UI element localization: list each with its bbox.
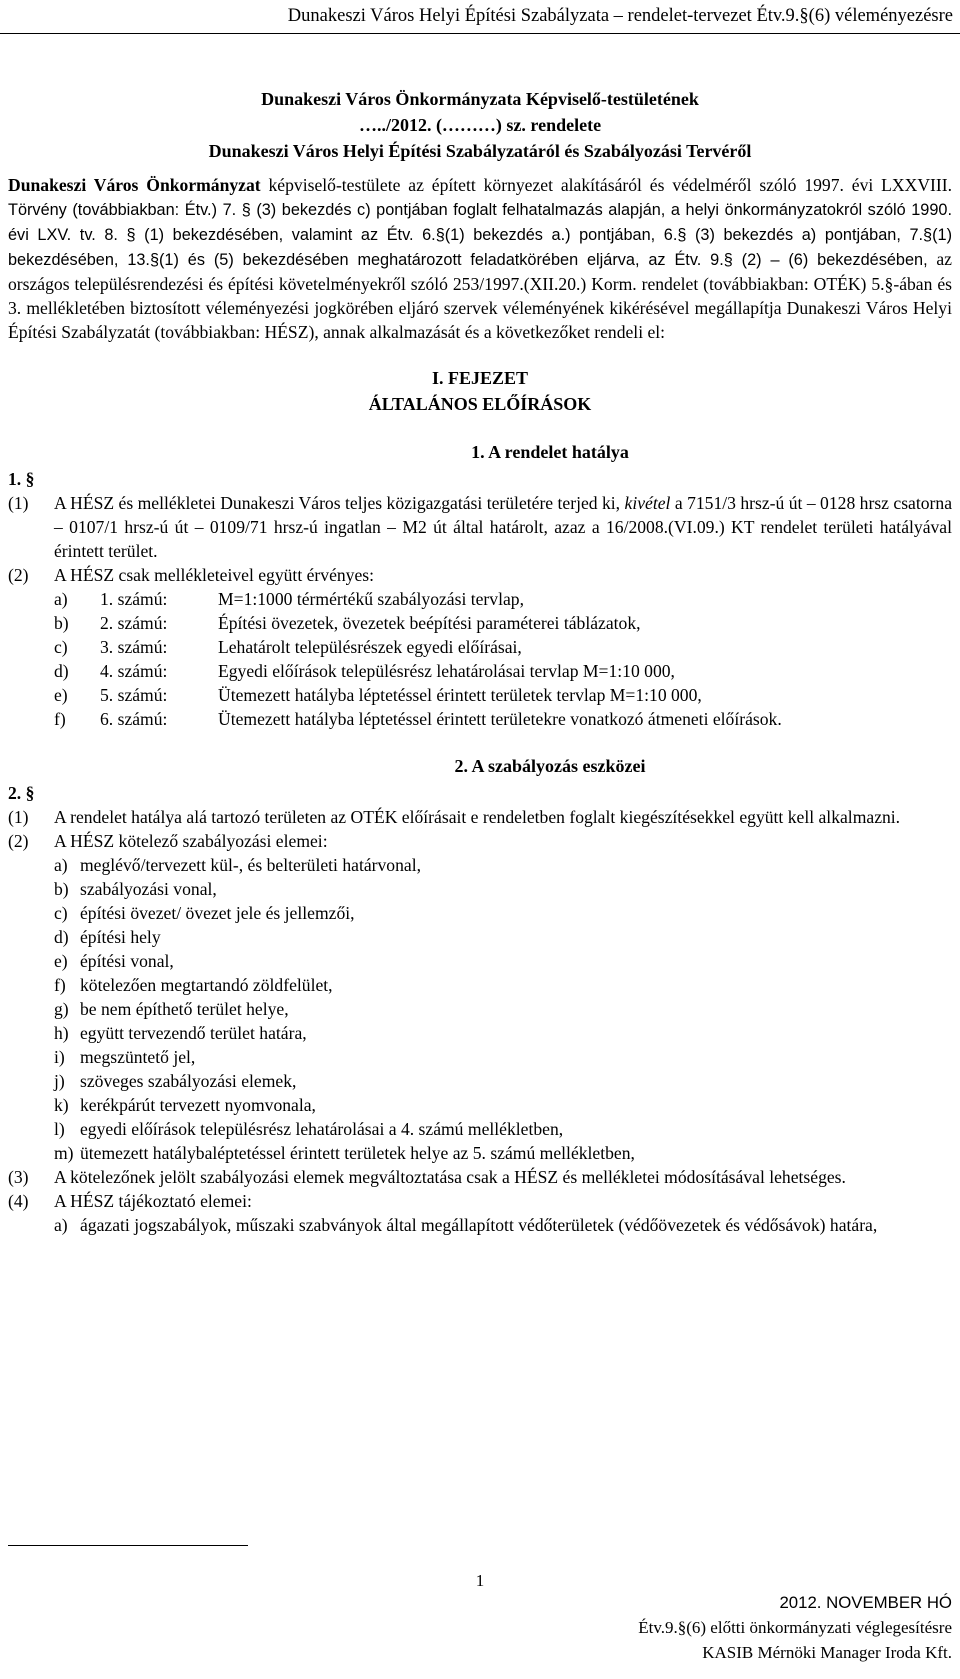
list-item bbox=[54, 997, 952, 1021]
chapter-number: I. FEJEZET bbox=[431, 368, 529, 388]
annex-number: 5. számú: bbox=[100, 685, 168, 705]
chapter-heading bbox=[8, 365, 952, 417]
section1-paragraph-number: 1. § bbox=[8, 469, 35, 489]
informative-elements-list bbox=[8, 1213, 952, 1237]
para-text bbox=[54, 491, 952, 563]
para-number: (1) bbox=[8, 493, 29, 513]
list-item bbox=[54, 949, 952, 973]
list-text: építési vonal, bbox=[80, 951, 174, 971]
annex-item bbox=[54, 683, 952, 707]
annex-number: 1. számú: bbox=[100, 589, 168, 609]
list-text: kötelezően megtartandó zöldfelület, bbox=[80, 975, 333, 995]
para-text: A HÉSZ tájékoztató elemei: bbox=[54, 1191, 252, 1211]
preamble-seg2: Törvény (továbbiakban: Étv.) 7. § (3) bekezdés c) pontjában foglalt felhatalmazás alapján, a helyi önkormányzatokról szóló 1990. évi LXV. tv. 8. § (1) bekezdésében, valamint az Étv. 6.§(1) bekezdés a.) pontjában, 6.§ (3) bekezdés a) pontjában, 7.§(1) bekezdésében, 13.§(1) és (5) bekezdésében meghatározott feladatkörében eljárva, az Étv. 9.§ (2) – (6) bekezdésében, bbox=[8, 201, 952, 269]
annex-item bbox=[54, 587, 952, 611]
para-text-italic: kivétel bbox=[624, 493, 671, 513]
list-text: szöveges szabályozási elemek, bbox=[80, 1071, 297, 1091]
list-letter: d) bbox=[54, 927, 69, 947]
list-text: építési övezet/ övezet jele és jellemzői, bbox=[80, 903, 355, 923]
preamble bbox=[8, 173, 952, 344]
annex-number: 2. számú: bbox=[100, 613, 168, 633]
annex-text: Lehatárolt településrészek egyedi előírásai, bbox=[218, 637, 522, 657]
section1-title: 1. A rendelet hatálya bbox=[471, 442, 629, 462]
para-number: (3) bbox=[8, 1167, 29, 1187]
annex-text: Ütemezett hatályba léptetéssel érintett területek tervlap M=1:10 000, bbox=[218, 685, 702, 705]
section2-para2 bbox=[8, 829, 952, 853]
preamble-text bbox=[8, 173, 952, 344]
annex-number: 4. számú: bbox=[100, 661, 168, 681]
list-item bbox=[54, 901, 952, 925]
para-text: A rendelet hatálya alá tartozó területen az OTÉK előírásait e rendeletben foglalt kiegészítésekkel együtt kell alkalmazni. bbox=[54, 807, 901, 827]
list-text: meglévő/tervezett kül-, és belterületi határvonal, bbox=[80, 855, 421, 875]
list-item bbox=[54, 1213, 952, 1237]
section2-para4 bbox=[8, 1189, 952, 1213]
chapter-title: ÁLTALÁNOS ELŐÍRÁSOK bbox=[368, 394, 592, 414]
section2-title: 2. A szabályozás eszközei bbox=[454, 756, 646, 776]
annex-letter: e) bbox=[54, 685, 68, 705]
list-letter: g) bbox=[54, 999, 69, 1019]
footer-date: 2012. NOVEMBER HÓ bbox=[779, 1593, 952, 1612]
section2-paragraph-number: 2. § bbox=[8, 783, 35, 803]
preamble-seg1: képviselő-testülete az épített környezet alakításáról és védelméről szóló 1997. évi LXXVIII. bbox=[260, 175, 952, 195]
section2-para1 bbox=[8, 805, 952, 829]
list-item bbox=[54, 925, 952, 949]
list-item bbox=[54, 1021, 952, 1045]
annex-text: Ütemezett hatályba léptetéssel érintett területekre vonatkozó átmeneti előírások. bbox=[218, 709, 782, 729]
list-item bbox=[54, 877, 952, 901]
annex-number: 3. számú: bbox=[100, 637, 168, 657]
annex-item bbox=[54, 659, 952, 683]
annex-number: 6. számú: bbox=[100, 709, 168, 729]
para-number: (2) bbox=[8, 831, 29, 851]
para-text-b: a 7151/3 hrsz-ú út – 0128 hrsz csatorna – 0107/1 hrsz-ú út – 0109/71 hrsz-ú ingatlan – M2 út által határolt, azaz a 16/2008.(VI.09.) KT rendelet területi hatályával érintett terület. bbox=[54, 493, 953, 561]
decree-title-line2: …../2012. (………) sz. rendelete bbox=[358, 115, 602, 135]
list-letter: j) bbox=[54, 1071, 65, 1091]
decree-title-line3: Dunakeszi Város Helyi Építési Szabályzatáról és Szabályozási Tervéről bbox=[208, 141, 752, 161]
footer-divider bbox=[8, 1545, 248, 1546]
annex-item bbox=[54, 707, 952, 731]
list-letter: k) bbox=[54, 1095, 69, 1115]
annex-text: Építési övezetek, övezetek beépítési paraméterei táblázatok, bbox=[218, 613, 641, 633]
footer-status: Étv.9.§(6) előtti önkormányzati véglegesítésre bbox=[638, 1618, 952, 1637]
list-letter: f) bbox=[54, 975, 66, 995]
annex-letter: c) bbox=[54, 637, 68, 657]
list-text: szabályozási vonal, bbox=[80, 879, 217, 899]
para-text: A HÉSZ kötelező szabályozási elemei: bbox=[54, 831, 328, 851]
section1-para2 bbox=[8, 563, 952, 587]
decree-title-line1: Dunakeszi Város Önkormányzata Képviselő-testületének bbox=[261, 89, 699, 109]
list-letter: c) bbox=[54, 903, 68, 923]
list-text: együtt tervezendő terület határa, bbox=[80, 1023, 307, 1043]
annex-text: M=1:1000 térmértékű szabályozási tervlap, bbox=[218, 589, 524, 609]
annex-letter: a) bbox=[54, 589, 68, 609]
annex-letter: b) bbox=[54, 613, 69, 633]
list-item bbox=[54, 1045, 952, 1069]
header-divider bbox=[0, 33, 960, 34]
list-letter: a) bbox=[54, 855, 68, 875]
section2-para3 bbox=[8, 1165, 952, 1189]
annex-item bbox=[54, 611, 952, 635]
list-letter: h) bbox=[54, 1023, 69, 1043]
annex-list bbox=[8, 587, 952, 731]
list-item bbox=[54, 1141, 952, 1165]
list-letter: e) bbox=[54, 951, 68, 971]
para-text: A HÉSZ csak mellékleteivel együtt érvényes: bbox=[54, 565, 375, 585]
list-letter: l) bbox=[54, 1119, 65, 1139]
footer-company: KASIB Mérnöki Manager Iroda Kft. bbox=[702, 1643, 952, 1662]
list-letter: b) bbox=[54, 879, 69, 899]
annex-item bbox=[54, 635, 952, 659]
list-text: ágazati jogszabályok, műszaki szabványok által megállapított védőterületek (védőövezetek és védősávok) határa, bbox=[80, 1215, 878, 1235]
running-header: Dunakeszi Város Helyi Építési Szabályzata – rendelet-tervezet Étv.9.§(6) véleményezésre bbox=[287, 6, 953, 26]
annex-text: Egyedi előírások településrész lehatárolásai tervlap M=1:10 000, bbox=[218, 661, 675, 681]
footer-info bbox=[638, 1590, 952, 1665]
list-text: megszüntető jel, bbox=[80, 1047, 196, 1067]
list-letter: a) bbox=[54, 1215, 68, 1235]
list-text: ütemezett hatálybaléptetéssel érintett területek helye az 5. számú mellékletben, bbox=[80, 1143, 635, 1163]
list-item bbox=[54, 1093, 952, 1117]
list-text: be nem építhető terület helye, bbox=[80, 999, 289, 1019]
list-item bbox=[54, 1069, 952, 1093]
list-text: kerékpárút tervezett nyomvonala, bbox=[80, 1095, 316, 1115]
para-text: A kötelezőnek jelölt szabályozási elemek megváltoztatása csak a HÉSZ és mellékletei módosításával lehetséges. bbox=[54, 1167, 846, 1187]
list-letter: i) bbox=[54, 1047, 65, 1067]
list-text: építési hely bbox=[80, 927, 161, 947]
list-item bbox=[54, 1117, 952, 1141]
list-letter: m) bbox=[54, 1143, 74, 1163]
section1-para1 bbox=[8, 491, 952, 563]
para-text-a: A HÉSZ és mellékletei Dunakeszi Város teljes közigazgatási területére terjed ki, bbox=[54, 493, 625, 513]
para-number: (1) bbox=[8, 807, 29, 827]
mandatory-elements-list bbox=[8, 853, 952, 1165]
para-number: (4) bbox=[8, 1191, 29, 1211]
annex-letter: d) bbox=[54, 661, 69, 681]
annex-letter: f) bbox=[54, 709, 66, 729]
preamble-seg3: az országos településrendezési és építési követelményekről szóló 253/1997.(XII.20.) Korm. rendelet (továbbiakban: OTÉK) 5.§-ában és 3. mellékletében biztosított véleményezési jogkörében eljáró szervek véleményének kikérésével megállapítja Dunakeszi Város Helyi Építési Szabályzatát (továbbiakban: HÉSZ), annak alkalmazását és a következőket rendeli el: bbox=[8, 249, 952, 342]
decree-title bbox=[8, 86, 952, 164]
list-item bbox=[54, 973, 952, 997]
list-text: egyedi előírások településrész lehatárolásai a 4. számú mellékletben, bbox=[80, 1119, 564, 1139]
document-body bbox=[8, 82, 952, 1237]
page-number: 1 bbox=[475, 1571, 485, 1590]
preamble-lead: Dunakeszi Város Önkormányzat bbox=[8, 175, 261, 195]
para-number: (2) bbox=[8, 565, 29, 585]
list-item bbox=[54, 853, 952, 877]
